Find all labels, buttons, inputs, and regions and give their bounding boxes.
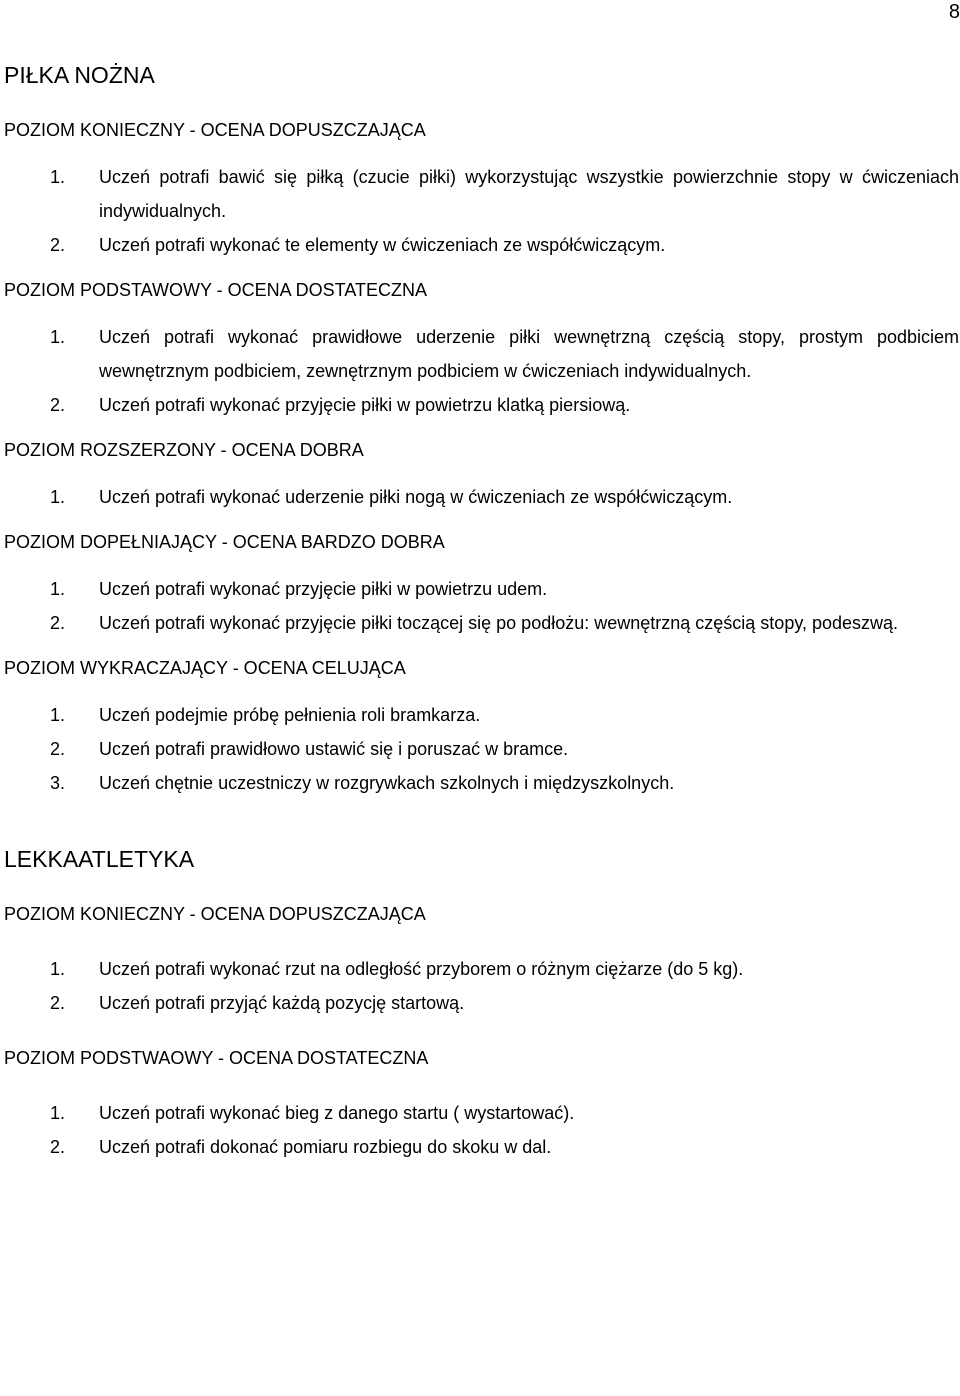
item-number: 1. [50, 487, 66, 507]
item-list [4, 320, 959, 422]
item-list [4, 1096, 959, 1164]
section-title-lekkaatletyka: LEKKAATLETYKA [4, 846, 195, 872]
item-text: Uczeń chętnie uczestniczy w rozgrywkach szkolnych i międzyszkolnych. [99, 773, 675, 793]
item-text: Uczeń potrafi wykonać uderzenie piłki nogą w ćwiczeniach ze współćwiczącym. [99, 487, 733, 507]
level-heading: POZIOM DOPEŁNIAJĄCY - OCENA BARDZO DOBRA [4, 532, 445, 552]
item-text: Uczeń potrafi wykonać przyjęcie piłki w powietrzu udem. [99, 579, 548, 599]
level-heading: POZIOM ROZSZERZONY - OCENA DOBRA [4, 440, 364, 460]
item-number: 1. [50, 579, 66, 599]
level-heading: POZIOM KONIECZNY - OCENA DOPUSZCZAJĄCA [4, 904, 426, 924]
item-number: 2. [50, 235, 66, 255]
list-item [4, 1130, 959, 1164]
item-text: Uczeń potrafi dokonać pomiaru rozbiegu do skoku w dal. [99, 1137, 552, 1157]
list-item [4, 606, 959, 640]
list-item [4, 732, 959, 766]
item-list [4, 160, 959, 262]
item-text: Uczeń podejmie próbę pełnienia roli bramkarza. [99, 705, 481, 725]
list-item [4, 1096, 959, 1130]
item-text: Uczeń potrafi wykonać przyjęcie piłki w powietrzu klatką piersiową. [99, 395, 631, 415]
level-heading: POZIOM PODSTWAOWY - OCENA DOSTATECZNA [4, 1048, 429, 1068]
list-item [4, 986, 959, 1020]
item-list [4, 572, 959, 640]
item-number: 2. [50, 993, 66, 1013]
list-item [4, 766, 959, 800]
item-text: Uczeń potrafi bawić się piłką (czucie piłki) wykorzystując wszystkie powierzchnie stopy w ćwiczeniach indywidualnych. [99, 167, 959, 221]
list-item [4, 388, 959, 422]
list-item [4, 228, 959, 262]
list-item [4, 952, 959, 986]
item-text: Uczeń potrafi wykonać bieg z danego startu ( wystartować). [99, 1103, 575, 1123]
list-item [4, 698, 959, 732]
item-text: Uczeń potrafi przyjąć każdą pozycję startową. [99, 993, 465, 1013]
item-number: 1. [50, 167, 66, 187]
level-heading: POZIOM PODSTAWOWY - OCENA DOSTATECZNA [4, 280, 428, 300]
level-heading: POZIOM WYKRACZAJĄCY - OCENA CELUJĄCA [4, 658, 406, 678]
page-number: 8 [948, 1, 960, 23]
item-text: Uczeń potrafi prawidłowo ustawić się i poruszać w bramce. [99, 739, 569, 759]
item-number: 1. [50, 705, 66, 725]
item-text: Uczeń potrafi wykonać przyjęcie piłki toczącej się po podłożu: wewnętrzną częścią stopy, podeszwą. [99, 613, 899, 633]
item-number: 3. [50, 773, 66, 793]
item-number: 1. [50, 959, 66, 979]
item-number: 2. [50, 739, 66, 759]
item-text: Uczeń potrafi wykonać rzut na odległość przyborem o różnym ciężarze (do 5 kg). [99, 959, 744, 979]
list-item [4, 572, 959, 606]
section-title-pilka-nozna: PIŁKA NOŻNA [4, 62, 155, 88]
item-list [4, 698, 959, 800]
list-item [4, 160, 959, 228]
item-number: 1. [50, 327, 66, 347]
item-text: Uczeń potrafi wykonać prawidłowe uderzenie piłki wewnętrzną częścią stopy, prostym podbiciem wewnętrznym podbiciem, zewnętrznym podbiciem w ćwiczeniach indywidualnych. [99, 327, 959, 381]
level-heading: POZIOM KONIECZNY - OCENA DOPUSZCZAJĄCA [4, 120, 426, 140]
list-item [4, 480, 959, 514]
item-number: 1. [50, 1103, 66, 1123]
list-item [4, 320, 959, 388]
item-text: Uczeń potrafi wykonać te elementy w ćwiczeniach ze współćwiczącym. [99, 235, 666, 255]
item-number: 2. [50, 395, 66, 415]
item-number: 2. [50, 613, 66, 633]
document-body [4, 60, 959, 1164]
item-list [4, 952, 959, 1020]
item-number: 2. [50, 1137, 66, 1157]
item-list [4, 480, 959, 514]
